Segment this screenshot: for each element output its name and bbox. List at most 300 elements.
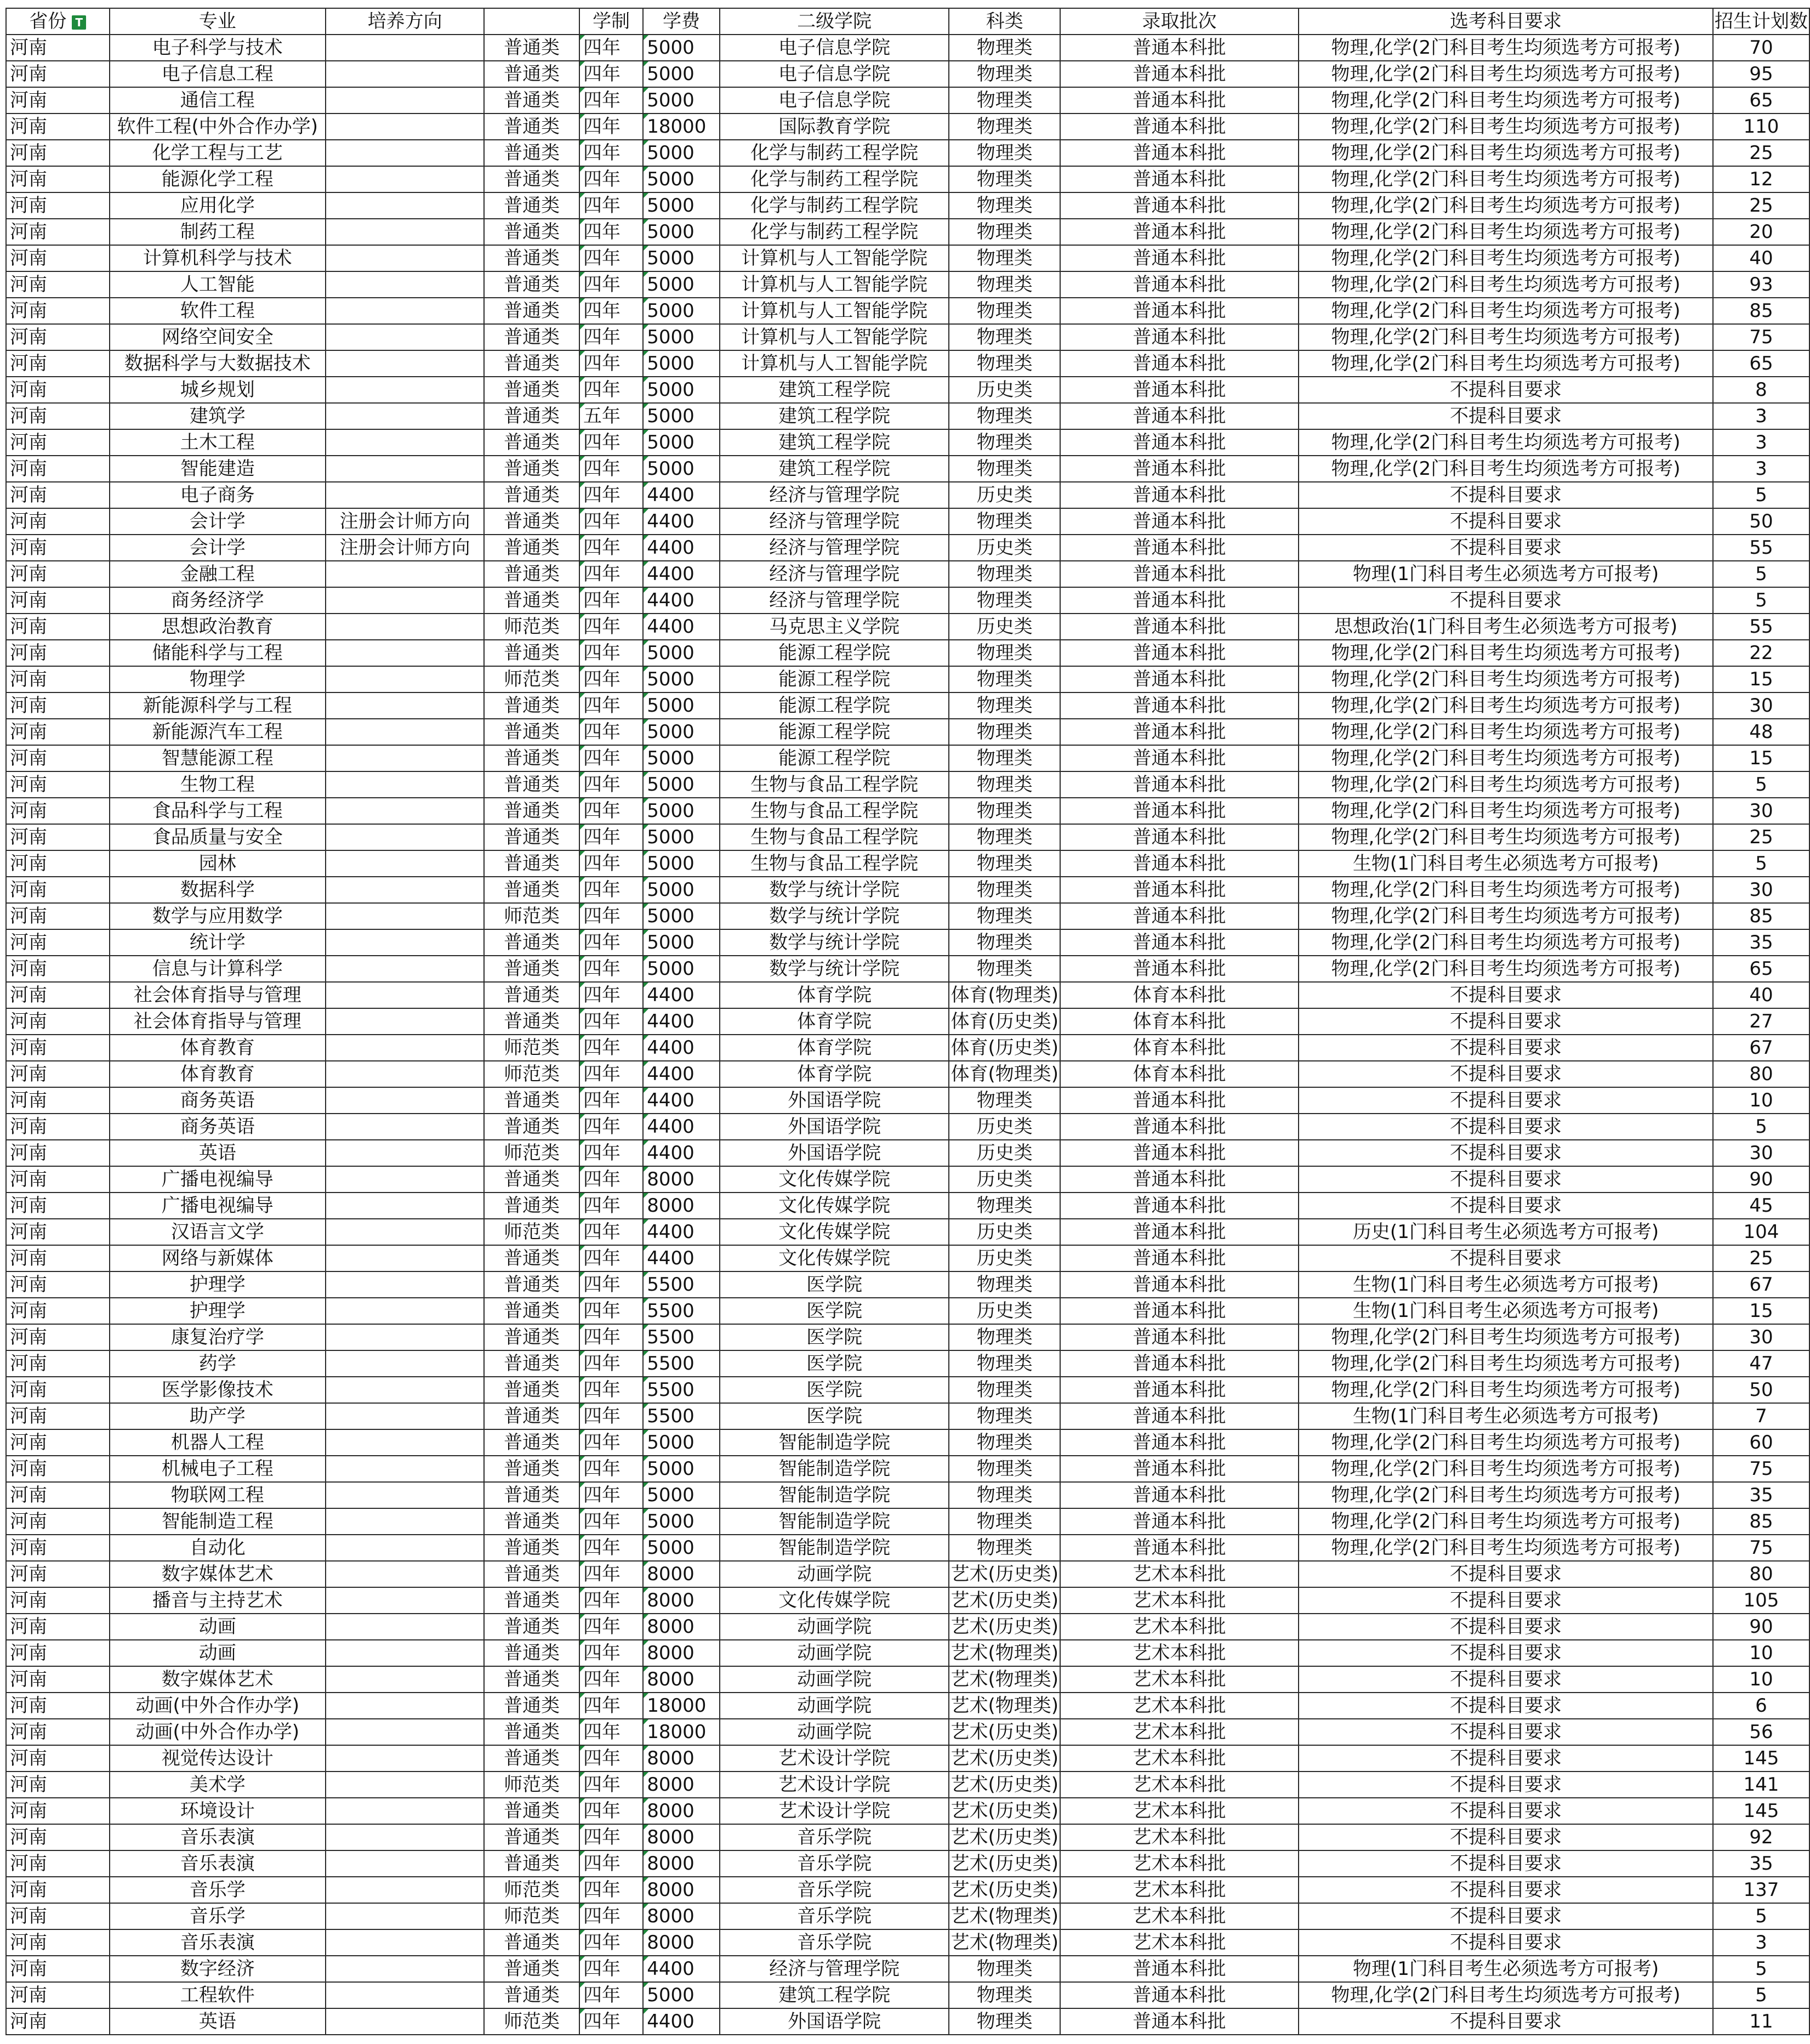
cell-batch[interactable]: 普通本科批 [1060, 456, 1299, 482]
cell-direction[interactable] [326, 1614, 484, 1640]
cell-tuition[interactable]: 5000 [643, 350, 720, 377]
cell-subject[interactable]: 物理类 [949, 324, 1060, 350]
cell-college[interactable]: 外国语学院 [720, 2008, 949, 2035]
cell-direction[interactable] [326, 1429, 484, 1456]
cell-direction[interactable] [326, 192, 484, 219]
cell-province[interactable]: 河南 [6, 87, 110, 113]
cell-major[interactable]: 建筑学 [110, 403, 326, 429]
cell-direction[interactable] [326, 1508, 484, 1535]
cell-province[interactable]: 河南 [6, 1219, 110, 1245]
cell-plan[interactable]: 7 [1713, 1403, 1809, 1429]
cell-subject[interactable]: 历史类 [949, 1114, 1060, 1140]
cell-college[interactable]: 建筑工程学院 [720, 1982, 949, 2008]
cell-province[interactable]: 河南 [6, 666, 110, 692]
cell-direction[interactable]: 注册会计师方向 [326, 535, 484, 561]
cell-college[interactable]: 动画学院 [720, 1614, 949, 1640]
cell-duration[interactable]: 四年 [579, 903, 643, 929]
cell-type[interactable]: 普通类 [484, 824, 579, 850]
cell-major[interactable]: 新能源汽车工程 [110, 719, 326, 745]
cell-tuition[interactable]: 4400 [643, 1245, 720, 1271]
cell-duration[interactable]: 四年 [579, 61, 643, 87]
cell-subject[interactable]: 物理类 [949, 771, 1060, 798]
cell-major[interactable]: 音乐学 [110, 1877, 326, 1903]
cell-province[interactable]: 河南 [6, 1140, 110, 1166]
cell-province[interactable]: 河南 [6, 61, 110, 87]
cell-tuition[interactable]: 4400 [643, 2008, 720, 2035]
cell-major[interactable]: 自动化 [110, 1535, 326, 1561]
cell-subject[interactable]: 物理类 [949, 1403, 1060, 1429]
cell-requirement[interactable]: 不提科目要求 [1299, 482, 1713, 508]
cell-subject[interactable]: 艺术(历史类) [949, 1614, 1060, 1640]
cell-type[interactable]: 普通类 [484, 1640, 579, 1666]
cell-major[interactable]: 动画 [110, 1614, 326, 1640]
cell-tuition[interactable]: 5000 [643, 429, 720, 456]
cell-tuition[interactable]: 5000 [643, 192, 720, 219]
cell-plan[interactable]: 5 [1713, 482, 1809, 508]
cell-type[interactable]: 普通类 [484, 61, 579, 87]
cell-major[interactable]: 康复治疗学 [110, 1324, 326, 1350]
cell-requirement[interactable]: 不提科目要求 [1299, 403, 1713, 429]
cell-province[interactable]: 河南 [6, 771, 110, 798]
cell-college[interactable]: 经济与管理学院 [720, 1956, 949, 1982]
cell-requirement[interactable]: 不提科目要求 [1299, 508, 1713, 535]
cell-requirement[interactable]: 不提科目要求 [1299, 1008, 1713, 1035]
cell-major[interactable]: 物理学 [110, 666, 326, 692]
cell-tuition[interactable]: 8000 [643, 1929, 720, 1956]
cell-requirement[interactable]: 物理,化学(2门科目考生均须选考方可报考) [1299, 298, 1713, 324]
cell-direction[interactable] [326, 850, 484, 877]
cell-subject[interactable]: 物理类 [949, 1377, 1060, 1403]
cell-major[interactable]: 工程软件 [110, 1982, 326, 2008]
cell-tuition[interactable]: 4400 [643, 535, 720, 561]
cell-tuition[interactable]: 4400 [643, 561, 720, 587]
cell-batch[interactable]: 普通本科批 [1060, 561, 1299, 587]
cell-major[interactable]: 英语 [110, 1140, 326, 1166]
cell-province[interactable]: 河南 [6, 1114, 110, 1140]
cell-major[interactable]: 网络与新媒体 [110, 1245, 326, 1271]
cell-plan[interactable]: 85 [1713, 1508, 1809, 1535]
cell-batch[interactable]: 普通本科批 [1060, 745, 1299, 771]
cell-tuition[interactable]: 4400 [643, 1035, 720, 1061]
cell-direction[interactable] [326, 1114, 484, 1140]
cell-tuition[interactable]: 5000 [643, 1982, 720, 2008]
cell-requirement[interactable]: 物理,化学(2门科目考生均须选考方可报考) [1299, 877, 1713, 903]
cell-province[interactable]: 河南 [6, 1745, 110, 1772]
cell-major[interactable]: 储能科学与工程 [110, 640, 326, 666]
cell-batch[interactable]: 普通本科批 [1060, 1535, 1299, 1561]
cell-requirement[interactable]: 物理,化学(2门科目考生均须选考方可报考) [1299, 640, 1713, 666]
cell-batch[interactable]: 普通本科批 [1060, 1429, 1299, 1456]
cell-subject[interactable]: 物理类 [949, 719, 1060, 745]
cell-batch[interactable]: 普通本科批 [1060, 35, 1299, 61]
cell-subject[interactable]: 物理类 [949, 640, 1060, 666]
cell-province[interactable]: 河南 [6, 166, 110, 192]
cell-batch[interactable]: 普通本科批 [1060, 850, 1299, 877]
cell-duration[interactable]: 四年 [579, 561, 643, 587]
cell-batch[interactable]: 普通本科批 [1060, 508, 1299, 535]
cell-subject[interactable]: 物理类 [949, 429, 1060, 456]
cell-college[interactable]: 动画学院 [720, 1561, 949, 1587]
cell-province[interactable]: 河南 [6, 719, 110, 745]
cell-plan[interactable]: 92 [1713, 1824, 1809, 1850]
cell-type[interactable]: 普通类 [484, 1719, 579, 1745]
cell-subject[interactable]: 物理类 [949, 298, 1060, 324]
cell-batch[interactable]: 普通本科批 [1060, 798, 1299, 824]
cell-direction[interactable] [326, 219, 484, 245]
cell-plan[interactable]: 141 [1713, 1772, 1809, 1798]
cell-major[interactable]: 机器人工程 [110, 1429, 326, 1456]
cell-batch[interactable]: 普通本科批 [1060, 1219, 1299, 1245]
cell-subject[interactable]: 物理类 [949, 87, 1060, 113]
cell-batch[interactable]: 普通本科批 [1060, 377, 1299, 403]
cell-college[interactable]: 生物与食品工程学院 [720, 850, 949, 877]
cell-tuition[interactable]: 8000 [643, 1587, 720, 1614]
cell-college[interactable]: 计算机与人工智能学院 [720, 271, 949, 298]
cell-type[interactable]: 普通类 [484, 1561, 579, 1587]
cell-duration[interactable]: 四年 [579, 1219, 643, 1245]
cell-direction[interactable] [326, 1745, 484, 1772]
cell-type[interactable]: 普通类 [484, 245, 579, 271]
cell-subject[interactable]: 物理类 [949, 508, 1060, 535]
cell-tuition[interactable]: 8000 [643, 1824, 720, 1850]
cell-subject[interactable]: 历史类 [949, 1298, 1060, 1324]
cell-subject[interactable]: 物理类 [949, 271, 1060, 298]
cell-tuition[interactable]: 5500 [643, 1350, 720, 1377]
cell-requirement[interactable]: 物理,化学(2门科目考生均须选考方可报考) [1299, 35, 1713, 61]
cell-college[interactable]: 计算机与人工智能学院 [720, 350, 949, 377]
cell-type[interactable]: 普通类 [484, 113, 579, 140]
cell-batch[interactable]: 体育本科批 [1060, 1008, 1299, 1035]
cell-major[interactable]: 化学工程与工艺 [110, 140, 326, 166]
cell-type[interactable]: 师范类 [484, 1219, 579, 1245]
cell-batch[interactable]: 艺术本科批 [1060, 1824, 1299, 1850]
cell-major[interactable]: 商务经济学 [110, 587, 326, 614]
cell-college[interactable]: 医学院 [720, 1350, 949, 1377]
cell-type[interactable]: 普通类 [484, 508, 579, 535]
cell-tuition[interactable]: 5000 [643, 245, 720, 271]
cell-tuition[interactable]: 5000 [643, 1429, 720, 1456]
cell-plan[interactable]: 5 [1713, 850, 1809, 877]
cell-requirement[interactable]: 思想政治(1门科目考生必须选考方可报考) [1299, 614, 1713, 640]
cell-subject[interactable]: 物理类 [949, 798, 1060, 824]
cell-province[interactable]: 河南 [6, 1245, 110, 1271]
cell-duration[interactable]: 四年 [579, 1140, 643, 1166]
cell-province[interactable]: 河南 [6, 1850, 110, 1877]
cell-tuition[interactable]: 5000 [643, 61, 720, 87]
cell-batch[interactable]: 艺术本科批 [1060, 1587, 1299, 1614]
cell-batch[interactable]: 普通本科批 [1060, 1403, 1299, 1429]
cell-tuition[interactable]: 4400 [643, 1087, 720, 1114]
cell-tuition[interactable]: 5000 [643, 877, 720, 903]
cell-subject[interactable]: 物理类 [949, 1429, 1060, 1456]
cell-tuition[interactable]: 18000 [643, 1719, 720, 1745]
cell-tuition[interactable]: 4400 [643, 1956, 720, 1982]
cell-direction[interactable] [326, 561, 484, 587]
cell-college[interactable]: 文化传媒学院 [720, 1245, 949, 1271]
cell-province[interactable]: 河南 [6, 1298, 110, 1324]
cell-tuition[interactable]: 5000 [643, 798, 720, 824]
cell-plan[interactable]: 15 [1713, 666, 1809, 692]
cell-major[interactable]: 音乐表演 [110, 1850, 326, 1877]
cell-type[interactable]: 普通类 [484, 1587, 579, 1614]
cell-major[interactable]: 广播电视编导 [110, 1166, 326, 1193]
cell-duration[interactable]: 四年 [579, 1482, 643, 1508]
cell-duration[interactable]: 四年 [579, 2008, 643, 2035]
cell-type[interactable]: 普通类 [484, 1193, 579, 1219]
cell-batch[interactable]: 普通本科批 [1060, 1324, 1299, 1350]
cell-type[interactable]: 普通类 [484, 1429, 579, 1456]
cell-duration[interactable]: 四年 [579, 140, 643, 166]
cell-tuition[interactable]: 8000 [643, 1877, 720, 1903]
cell-college[interactable]: 文化传媒学院 [720, 1219, 949, 1245]
cell-duration[interactable]: 四年 [579, 614, 643, 640]
cell-direction[interactable] [326, 1140, 484, 1166]
cell-duration[interactable]: 四年 [579, 771, 643, 798]
cell-college[interactable]: 文化传媒学院 [720, 1193, 949, 1219]
cell-subject[interactable]: 物理类 [949, 877, 1060, 903]
cell-batch[interactable]: 艺术本科批 [1060, 1719, 1299, 1745]
cell-duration[interactable]: 四年 [579, 1350, 643, 1377]
cell-tuition[interactable]: 5000 [643, 719, 720, 745]
cell-plan[interactable]: 5 [1713, 587, 1809, 614]
cell-type[interactable]: 师范类 [484, 1140, 579, 1166]
cell-college[interactable]: 动画学院 [720, 1693, 949, 1719]
cell-duration[interactable]: 四年 [579, 87, 643, 113]
cell-type[interactable]: 普通类 [484, 1929, 579, 1956]
cell-major[interactable]: 计算机科学与技术 [110, 245, 326, 271]
cell-major[interactable]: 动画(中外合作办学) [110, 1719, 326, 1745]
cell-type[interactable]: 普通类 [484, 271, 579, 298]
cell-plan[interactable]: 5 [1713, 1903, 1809, 1929]
cell-major[interactable]: 体育教育 [110, 1035, 326, 1061]
cell-batch[interactable]: 普通本科批 [1060, 87, 1299, 113]
cell-subject[interactable]: 物理类 [949, 2008, 1060, 2035]
cell-subject[interactable]: 艺术(历史类) [949, 1772, 1060, 1798]
cell-tuition[interactable]: 8000 [643, 1614, 720, 1640]
cell-tuition[interactable]: 8000 [643, 1798, 720, 1824]
cell-province[interactable]: 河南 [6, 1824, 110, 1850]
cell-major[interactable]: 应用化学 [110, 192, 326, 219]
cell-plan[interactable]: 3 [1713, 456, 1809, 482]
cell-direction[interactable] [326, 140, 484, 166]
cell-tuition[interactable]: 5500 [643, 1324, 720, 1350]
cell-tuition[interactable]: 8000 [643, 1903, 720, 1929]
cell-province[interactable]: 河南 [6, 1772, 110, 1798]
cell-duration[interactable]: 四年 [579, 113, 643, 140]
cell-batch[interactable]: 艺术本科批 [1060, 1772, 1299, 1798]
cell-batch[interactable]: 体育本科批 [1060, 1035, 1299, 1061]
cell-requirement[interactable]: 历史(1门科目考生必须选考方可报考) [1299, 1219, 1713, 1245]
cell-type[interactable]: 普通类 [484, 561, 579, 587]
cell-duration[interactable]: 四年 [579, 1377, 643, 1403]
cell-type[interactable]: 普通类 [484, 1508, 579, 1535]
cell-college[interactable]: 电子信息学院 [720, 61, 949, 87]
cell-plan[interactable]: 30 [1713, 1324, 1809, 1350]
cell-subject[interactable]: 艺术(物理类) [949, 1693, 1060, 1719]
cell-plan[interactable]: 3 [1713, 429, 1809, 456]
cell-province[interactable]: 河南 [6, 113, 110, 140]
cell-plan[interactable]: 10 [1713, 1666, 1809, 1693]
cell-type[interactable]: 普通类 [484, 1324, 579, 1350]
cell-plan[interactable]: 5 [1713, 1956, 1809, 1982]
cell-province[interactable]: 河南 [6, 350, 110, 377]
cell-plan[interactable]: 6 [1713, 1693, 1809, 1719]
cell-subject[interactable]: 物理类 [949, 1456, 1060, 1482]
cell-subject[interactable]: 物理类 [949, 1087, 1060, 1114]
cell-batch[interactable]: 普通本科批 [1060, 771, 1299, 798]
cell-batch[interactable]: 普通本科批 [1060, 113, 1299, 140]
cell-type[interactable]: 普通类 [484, 798, 579, 824]
cell-batch[interactable]: 普通本科批 [1060, 1114, 1299, 1140]
cell-subject[interactable]: 艺术(历史类) [949, 1561, 1060, 1587]
cell-direction[interactable] [326, 482, 484, 508]
cell-subject[interactable]: 物理类 [949, 1324, 1060, 1350]
cell-requirement[interactable]: 物理,化学(2门科目考生均须选考方可报考) [1299, 1508, 1713, 1535]
cell-major[interactable]: 数据科学与大数据技术 [110, 350, 326, 377]
cell-tuition[interactable]: 5000 [643, 456, 720, 482]
cell-tuition[interactable]: 4400 [643, 1114, 720, 1140]
cell-type[interactable]: 普通类 [484, 535, 579, 561]
cell-type[interactable]: 普通类 [484, 1350, 579, 1377]
cell-direction[interactable] [326, 640, 484, 666]
cell-province[interactable]: 河南 [6, 245, 110, 271]
cell-province[interactable]: 河南 [6, 1614, 110, 1640]
cell-college[interactable]: 音乐学院 [720, 1903, 949, 1929]
cell-duration[interactable]: 四年 [579, 1640, 643, 1666]
cell-batch[interactable]: 普通本科批 [1060, 1193, 1299, 1219]
cell-major[interactable]: 智能制造工程 [110, 1508, 326, 1535]
cell-tuition[interactable]: 5000 [643, 824, 720, 850]
cell-requirement[interactable]: 物理(1门科目考生必须选考方可报考) [1299, 1956, 1713, 1982]
cell-college[interactable]: 动画学院 [720, 1666, 949, 1693]
cell-batch[interactable]: 体育本科批 [1060, 1061, 1299, 1087]
cell-tuition[interactable]: 5000 [643, 640, 720, 666]
cell-plan[interactable]: 30 [1713, 798, 1809, 824]
cell-batch[interactable]: 普通本科批 [1060, 298, 1299, 324]
cell-plan[interactable]: 20 [1713, 219, 1809, 245]
cell-college[interactable]: 艺术设计学院 [720, 1772, 949, 1798]
cell-batch[interactable]: 普通本科批 [1060, 1982, 1299, 2008]
cell-requirement[interactable]: 物理,化学(2门科目考生均须选考方可报考) [1299, 929, 1713, 956]
cell-province[interactable]: 河南 [6, 508, 110, 535]
cell-province[interactable]: 河南 [6, 745, 110, 771]
cell-type[interactable]: 普通类 [484, 140, 579, 166]
cell-subject[interactable]: 物理类 [949, 350, 1060, 377]
cell-duration[interactable]: 四年 [579, 1429, 643, 1456]
cell-major[interactable]: 生物工程 [110, 771, 326, 798]
cell-duration[interactable]: 四年 [579, 587, 643, 614]
cell-batch[interactable]: 普通本科批 [1060, 719, 1299, 745]
cell-plan[interactable]: 25 [1713, 140, 1809, 166]
cell-tuition[interactable]: 4400 [643, 1061, 720, 1087]
cell-duration[interactable]: 四年 [579, 482, 643, 508]
cell-tuition[interactable]: 5500 [643, 1298, 720, 1324]
cell-batch[interactable]: 普通本科批 [1060, 1482, 1299, 1508]
cell-batch[interactable]: 普通本科批 [1060, 245, 1299, 271]
cell-major[interactable]: 金融工程 [110, 561, 326, 587]
cell-major[interactable]: 软件工程 [110, 298, 326, 324]
cell-subject[interactable]: 物理类 [949, 1508, 1060, 1535]
cell-province[interactable]: 河南 [6, 482, 110, 508]
cell-requirement[interactable]: 不提科目要求 [1299, 2008, 1713, 2035]
cell-batch[interactable]: 普通本科批 [1060, 219, 1299, 245]
cell-requirement[interactable]: 物理,化学(2门科目考生均须选考方可报考) [1299, 1456, 1713, 1482]
cell-type[interactable]: 师范类 [484, 2008, 579, 2035]
cell-major[interactable]: 能源化学工程 [110, 166, 326, 192]
cell-batch[interactable]: 普通本科批 [1060, 587, 1299, 614]
cell-college[interactable]: 数学与统计学院 [720, 903, 949, 929]
cell-duration[interactable]: 四年 [579, 1982, 643, 2008]
cell-requirement[interactable]: 物理,化学(2门科目考生均须选考方可报考) [1299, 771, 1713, 798]
cell-college[interactable]: 经济与管理学院 [720, 482, 949, 508]
cell-subject[interactable]: 体育(历史类) [949, 1008, 1060, 1035]
cell-type[interactable]: 普通类 [484, 1956, 579, 1982]
cell-tuition[interactable]: 8000 [643, 1561, 720, 1587]
cell-plan[interactable]: 75 [1713, 1456, 1809, 1482]
cell-duration[interactable]: 四年 [579, 1719, 643, 1745]
cell-requirement[interactable]: 物理,化学(2门科目考生均须选考方可报考) [1299, 1535, 1713, 1561]
cell-plan[interactable]: 27 [1713, 1008, 1809, 1035]
cell-batch[interactable]: 普通本科批 [1060, 1087, 1299, 1114]
cell-college[interactable]: 智能制造学院 [720, 1535, 949, 1561]
cell-duration[interactable]: 四年 [579, 1561, 643, 1587]
cell-tuition[interactable]: 5000 [643, 403, 720, 429]
cell-type[interactable]: 普通类 [484, 456, 579, 482]
cell-college[interactable]: 电子信息学院 [720, 35, 949, 61]
cell-plan[interactable]: 145 [1713, 1745, 1809, 1772]
cell-plan[interactable]: 40 [1713, 982, 1809, 1008]
cell-requirement[interactable]: 物理,化学(2门科目考生均须选考方可报考) [1299, 219, 1713, 245]
cell-direction[interactable] [326, 1482, 484, 1508]
cell-major[interactable]: 通信工程 [110, 87, 326, 113]
cell-major[interactable]: 园林 [110, 850, 326, 877]
cell-province[interactable]: 河南 [6, 324, 110, 350]
cell-direction[interactable] [326, 719, 484, 745]
cell-plan[interactable]: 80 [1713, 1061, 1809, 1087]
cell-requirement[interactable]: 不提科目要求 [1299, 1903, 1713, 1929]
cell-tuition[interactable]: 4400 [643, 982, 720, 1008]
cell-province[interactable]: 河南 [6, 1719, 110, 1745]
cell-major[interactable]: 护理学 [110, 1298, 326, 1324]
cell-subject[interactable]: 物理类 [949, 403, 1060, 429]
cell-type[interactable]: 普通类 [484, 192, 579, 219]
cell-type[interactable]: 普通类 [484, 1377, 579, 1403]
cell-duration[interactable]: 四年 [579, 1008, 643, 1035]
cell-subject[interactable]: 物理类 [949, 456, 1060, 482]
cell-college[interactable]: 生物与食品工程学院 [720, 824, 949, 850]
cell-requirement[interactable]: 不提科目要求 [1299, 1824, 1713, 1850]
cell-requirement[interactable]: 生物(1门科目考生必须选考方可报考) [1299, 1403, 1713, 1429]
cell-duration[interactable]: 四年 [579, 1903, 643, 1929]
cell-college[interactable]: 智能制造学院 [720, 1508, 949, 1535]
cell-batch[interactable]: 普通本科批 [1060, 666, 1299, 692]
cell-direction[interactable] [326, 1245, 484, 1271]
cell-province[interactable]: 河南 [6, 1903, 110, 1929]
cell-type[interactable]: 普通类 [484, 929, 579, 956]
cell-direction[interactable] [326, 1456, 484, 1482]
cell-batch[interactable]: 艺术本科批 [1060, 1877, 1299, 1903]
cell-subject[interactable]: 物理类 [949, 140, 1060, 166]
cell-subject[interactable]: 物理类 [949, 587, 1060, 614]
cell-batch[interactable]: 艺术本科批 [1060, 1903, 1299, 1929]
cell-type[interactable]: 普通类 [484, 982, 579, 1008]
cell-plan[interactable]: 65 [1713, 87, 1809, 113]
cell-requirement[interactable]: 不提科目要求 [1299, 1798, 1713, 1824]
cell-batch[interactable]: 普通本科批 [1060, 824, 1299, 850]
cell-plan[interactable]: 80 [1713, 1561, 1809, 1587]
cell-direction[interactable]: 注册会计师方向 [326, 508, 484, 535]
cell-major[interactable]: 智能建造 [110, 456, 326, 482]
